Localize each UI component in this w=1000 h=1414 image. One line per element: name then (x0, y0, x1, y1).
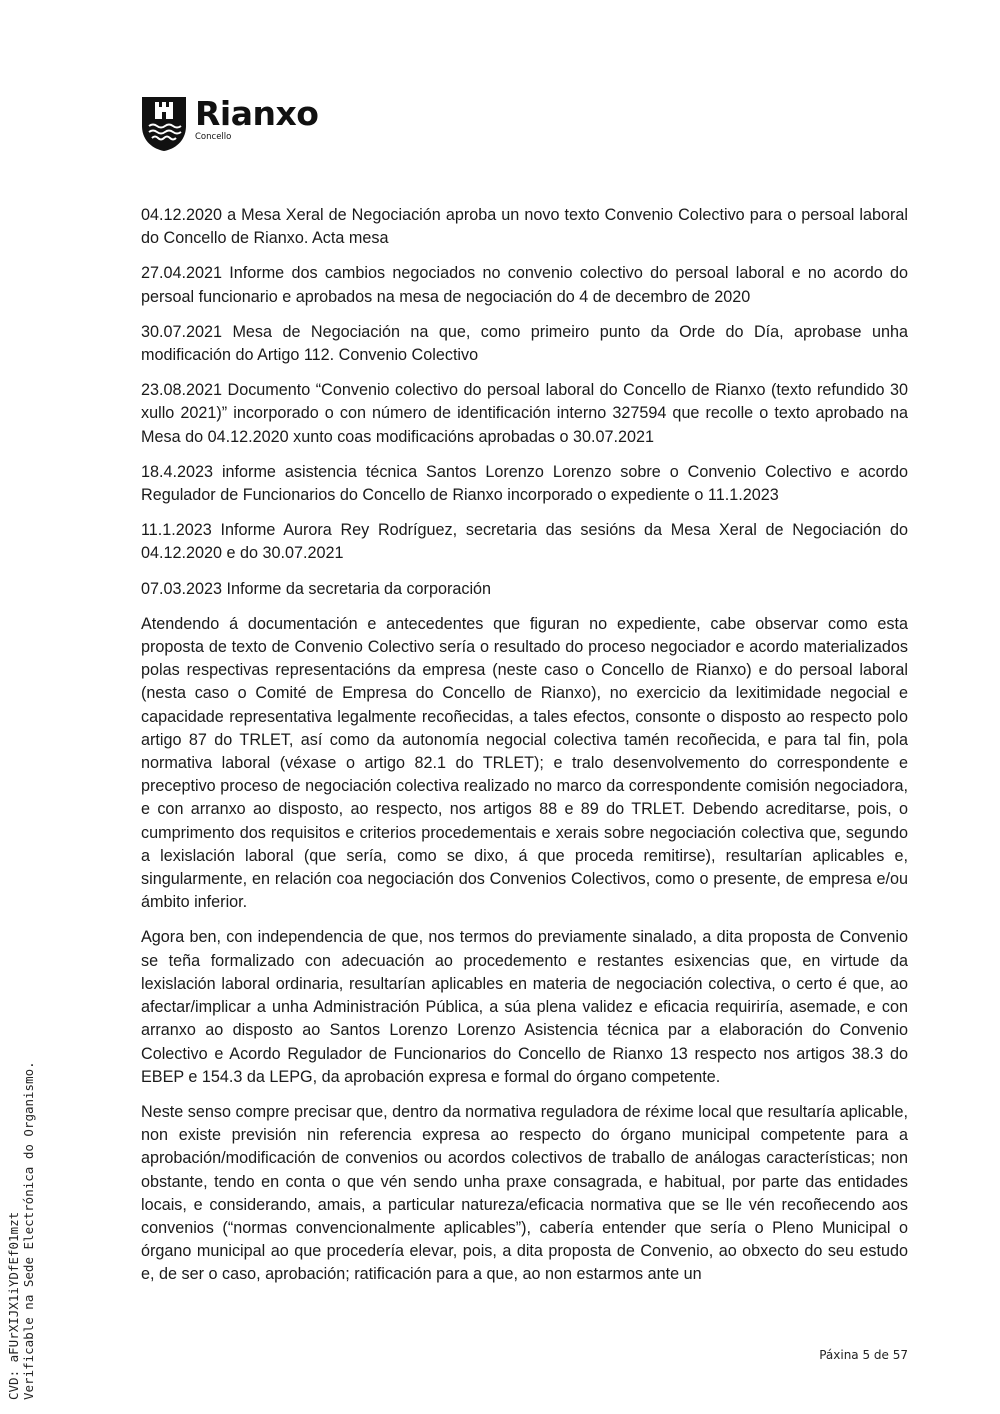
paragraph: 30.07.2021 Mesa de Negociación na que, como primeiro punto da Orde do Día, aprobase unha modificación do Artigo 112. Convenio Colectivo (141, 322, 908, 365)
page-number: Páxina 5 de 57 (819, 1348, 908, 1362)
logo-subtitle: Concello (195, 132, 232, 142)
paragraph: 07.03.2023 Informe da secretaria da corporación (141, 579, 492, 598)
logo-name: Rianxo (195, 94, 319, 133)
paragraph: 11.1.2023 Informe Aurora Rey Rodríguez, secretaria das sesións da Mesa Xeral de Negociación do 04.12.2020 e do 30.07.2021 (141, 521, 908, 563)
rianxo-logo (141, 96, 318, 152)
paragraph: 23.08.2021 Documento “Convenio colectivo do persoal laboral do Concello de Rianxo (texto refundido 30 xullo 2021)” incorporado o con número de identificación interno 327594 que recolle o texto aprobado na Mesa do 04.12.2020 xunto coas modificacións aprobadas o 30.07.2021 (141, 381, 908, 446)
paragraph: Neste senso compre precisar que, dentro da normativa reguladora de réxime local que resultaría aplicable, non existe previsión nin referencia expresa ao respecto do órgano municipal competente para a aprobación/modificación de convenios ou acordos colectivos de traballo de análogas características; non obstante, tendo en conta o que vén sendo unha praxe consagrada, e habitual, por parte das entidades locais, e considerando, amais, a particular natureza/eficacia normativa que se lle vén recoñecendo aos convenios (“normas convencionalmente aplicables”), cabería entender que sería o Pleno Municipal o órgano municipal ao que procedería elevar, pois, a dita proposta de Convenio, ao obxecto do seu estudo e, de ser o caso, aprobación; ratificación para a que, ao non estarmos ante un (141, 1102, 908, 1284)
verification-note (6, 1061, 36, 1400)
paragraph: Atendendo á documentación e antecedentes que figuran no expediente, cabe observar como esta proposta de texto de Convenio Colectivo sería o resultado do proceso negociador e acordo materializados polas respectivas representacións da empresa (neste caso o Concello de Rianxo) e do persoal laboral (nesta caso o Comité de Empresa do Concello de Rianxo), no exercicio da lexitimidade negocial e capacidade representativa legalmente recoñecidas, a tales efectos, consonte o disposto ao respecto polo artigo 87 do TRLET, así como da autonomía negocial colectiva tamén recoñecida, e para tal fin, pola normativa laboral (véxase o artigo 82.1 do TRLET); e tralo desenvolvemento do correspondente e preceptivo proceso de negociación colectiva realizado no marco da correspondente comisión negociadora, e con arranxo ao disposto, ao respecto, nos artigos 88 e 89 do TRLET. Debendo acreditarse, pois, o cumprimento dos requisitos e criterios procedementais e xerais sobre negociación colectiva que, segundo a lexislación laboral (que sería, como se dixo, á que proceda remitirse), resultarían aplicables e, singularmente, en relación coa negociación dos Convenios Colectivos, como o presente, de empresa e/ou ámbito inferior. (141, 614, 908, 912)
logo-text (195, 96, 318, 142)
paragraph: 18.4.2023 informe asistencia técnica Santos Lorenzo Lorenzo sobre o Convenio Colectivo e acordo Regulador de Funcionarios do Concello de Rianxo incorporado o expediente o 11.1.2023 (141, 462, 908, 505)
paragraph: Agora ben, con independencia de que, nos termos do previamente sinalado, a dita proposta de Convenio se teña formalizado con adecuación ao procedemento e restantes esixencias que, en virtude da lexislación laboral ordinaria, resultarían aplicables en materia de negociación colectiva, o certo é que, ao afectar/implicar a unha Administración Pública, a súa plena validez e eficacia requiriría, asemade, e con arranxo ao disposto ao Santos Lorenzo Lorenzo Asistencia técnica par a elaboración do Convenio Colectivo e Acordo Regulador de Funcionarios do Concello de Rianxo 13 respecto nos artigos 38.3 do EBEP e 154.3 da LEPG, da aprobación expresa e formal do órgano competente. (141, 928, 908, 1086)
document-body (141, 204, 908, 1299)
verification-code: CVD: aFUrXIJX1iYDfEf01mzt (6, 1211, 21, 1400)
paragraph: 04.12.2020 a Mesa Xeral de Negociación aproba un novo texto Convenio Colectivo para o persoal laboral do Concello de Rianxo. Acta mesa (141, 206, 908, 248)
paragraph: 27.04.2021 Informe dos cambios negociados no convenio colectivo do persoal laboral e no acordo do persoal funcionario e aprobados na mesa de negociación do 4 de decembro de 2020 (141, 264, 908, 306)
verification-text: Verificable na Sede Electrónica do Organismo. (21, 1061, 36, 1400)
coat-of-arms-icon (141, 96, 187, 152)
